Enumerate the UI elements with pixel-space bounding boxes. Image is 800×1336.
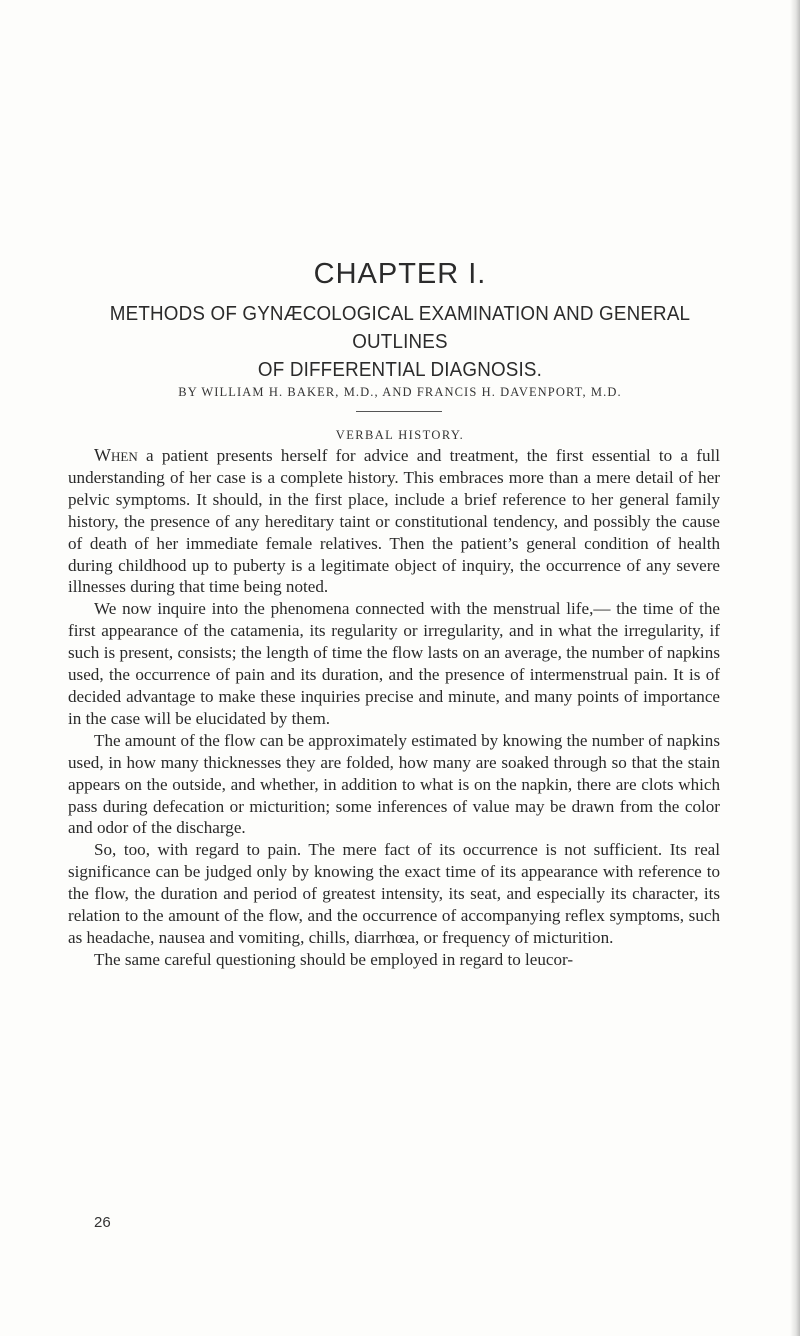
paragraph-1-lead-word: When — [94, 445, 138, 465]
paragraph-1-text: a patient presents herself for advice and treatment, the first essential to a full understanding of her case is a complete history. This embraces more than a mere detail of her pelvic symptoms. It should, in the first place, include a brief reference to her general family history, the presence of any hereditary taint or constitutional tendency, and possibly the cause of death of her immediate female relatives. Then the patient’s general condition of health during childhood up to puberty is a legitimate object of inquiry, the occurrence of any severe illnesses during that time being noted. — [68, 446, 720, 597]
page-number: 26 — [94, 1214, 111, 1231]
chapter-title-line-1: METHODS OF GYNÆCOLOGICAL EXAMINATION AND GENERAL OUTLINES — [109, 303, 691, 353]
paragraph-5: The same careful questioning should be employed in regard to leucor- — [94, 949, 574, 969]
chapter-heading: CHAPTER I. — [313, 258, 487, 290]
chapter-title — [80, 300, 719, 384]
body-text — [68, 445, 720, 971]
paragraph-3: The amount of the flow can be approximately estimated by knowing the number of napkins used, in how many thicknesses they are folded, how many are soaked through so that the stain appears on the outside, and whether, in addition to what is on the napkin, there are clots which pass during defecation or micturition; some inferences of value may be drawn from the color and odor of the discharge. — [68, 730, 720, 838]
page-edge-shadow — [790, 0, 800, 1336]
divider-rule — [356, 411, 442, 412]
section-heading: VERBAL HISTORY. — [335, 428, 465, 442]
author-byline: BY WILLIAM H. BAKER, M.D., AND FRANCIS H. DAVENPORT, M.D. — [178, 385, 622, 399]
chapter-title-line-2: OF DIFFERENTIAL DIAGNOSIS. — [257, 359, 543, 381]
paragraph-1 — [68, 445, 720, 598]
paragraph-2: We now inquire into the phenomena connected with the menstrual life,— the time of the first appearance of the catamenia, its regularity or irregularity, and in what the irregularity, if such is present, consists; the length of time the flow lasts on an average, the number of napkins used, the occurrence of pain and its duration, and the presence of intermenstrual pain. It is of decided advantage to make these inquiries precise and minute, and many points of importance in the case will be elucidated by them. — [68, 599, 720, 728]
paragraph-4: So, too, with regard to pain. The mere fact of its occurrence is not sufficient. Its real significance can be judged only by knowing the exact time of its appearance with reference to the flow, the duration and period of greatest intensity, its seat, and especially its character, its relation to the amount of the flow, and the occurrence of accompanying reflex symptoms, such as headache, nausea and vomiting, chills, diarrhœa, or frequency of micturition. — [68, 840, 720, 947]
